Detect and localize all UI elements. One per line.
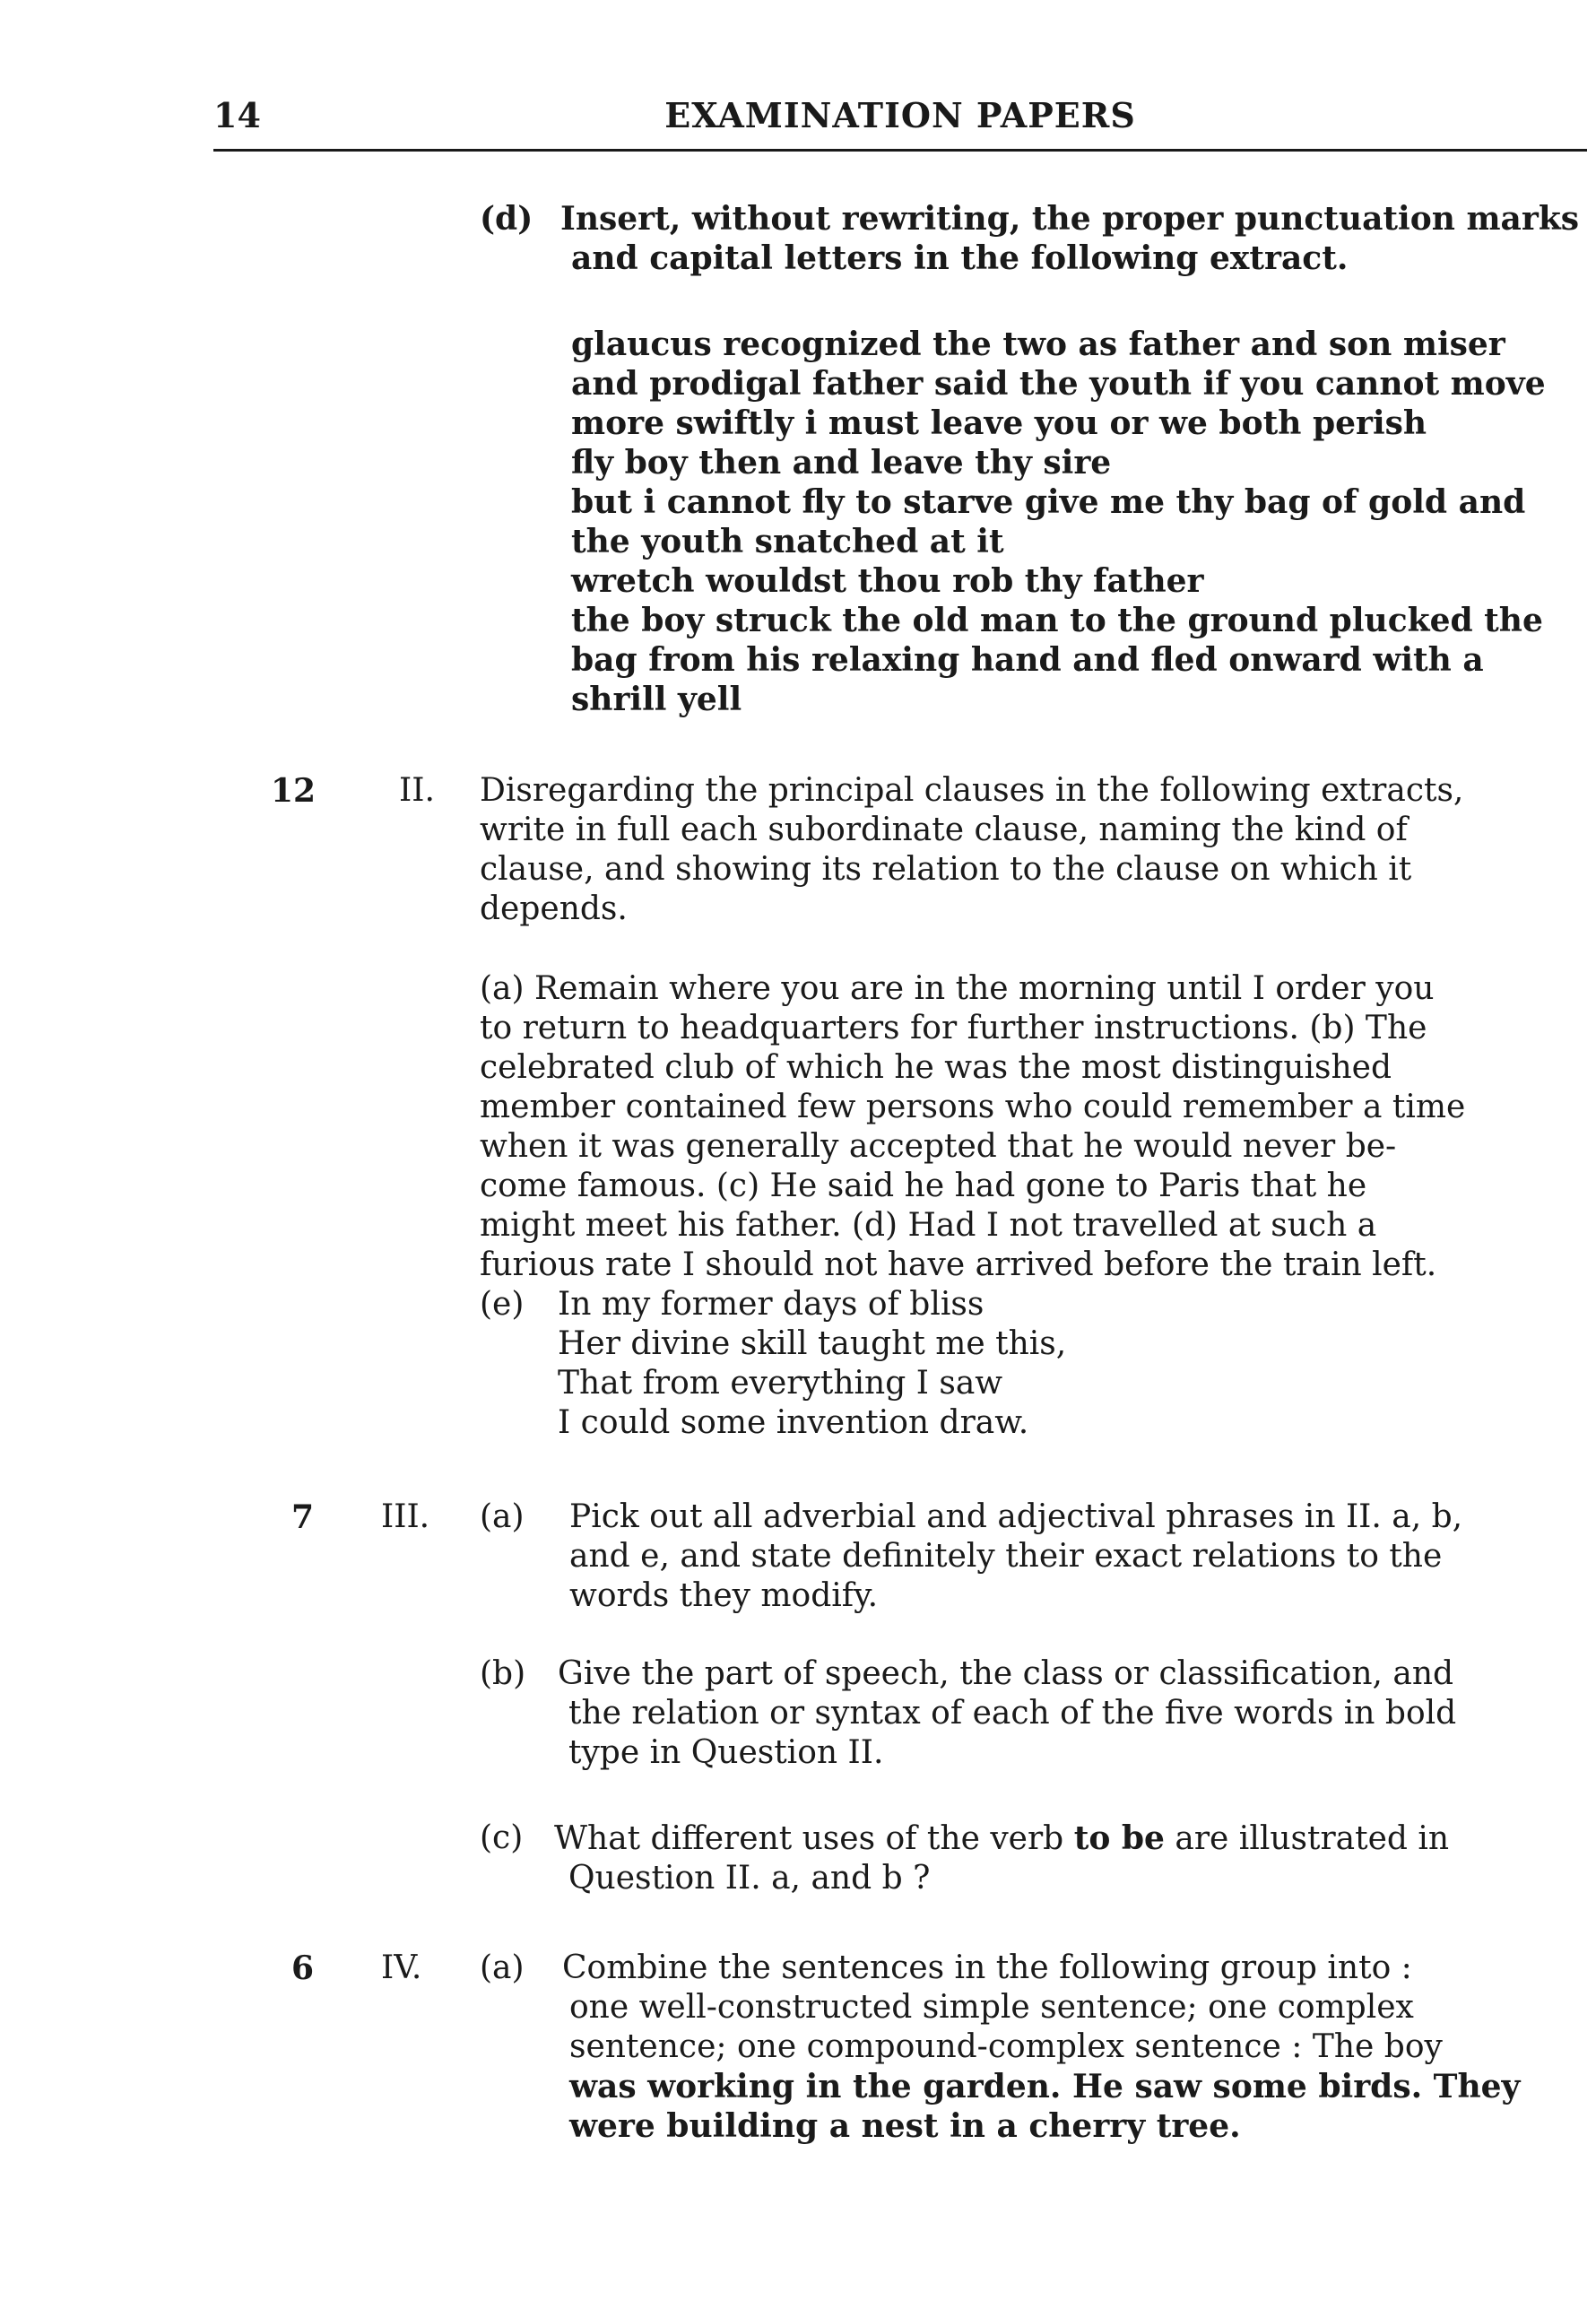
- q2-extract-line: come famous. (c) He said he had gone to Paris that he: [480, 1168, 1367, 1204]
- q3-numeral: III.: [381, 1498, 430, 1535]
- q3-a-line: words they modify.: [569, 1577, 879, 1614]
- q2-numeral: II.: [399, 772, 435, 809]
- q2-instruction-line: write in full each subordinate clause, naming the kind of: [480, 812, 1408, 848]
- q3-b-line: Give the part of speech, the class or classification, and: [558, 1655, 1454, 1692]
- extract-line: the boy struck the old man to the ground plucked the: [571, 602, 1543, 639]
- q3-b-text: [558, 1654, 1584, 1773]
- header-rule: [213, 149, 1587, 152]
- part-d-instruction-line: and capital letters in the following extract.: [571, 239, 1349, 277]
- poem-line: That from everything I saw: [558, 1365, 1003, 1402]
- punctuation-extract: [571, 325, 1584, 719]
- q2-extract-line: when it was generally accepted that he would never be-: [480, 1128, 1397, 1165]
- q4-a-line: was working in the garden. He saw some birds. They: [569, 2068, 1521, 2105]
- q4-a-line: were building a nest in a cherry tree.: [569, 2107, 1241, 2145]
- q2-instruction-line: clause, and showing its relation to the clause on which it: [480, 851, 1412, 888]
- q3-b-line: the relation or syntax of each of the five words in bold: [568, 1695, 1457, 1732]
- q4-a-line: Combine the sentences in the following group into :: [562, 1949, 1412, 1986]
- poem-line: I could some invention draw.: [558, 1404, 1029, 1441]
- q2-extracts: [480, 969, 1583, 1285]
- q3-c-label: (c): [480, 1819, 524, 1856]
- part-d-instruction-line: Insert, without rewriting, the proper punctuation marks: [560, 200, 1580, 238]
- extract-line: bag from his relaxing hand and fled onward with a: [571, 641, 1484, 679]
- extract-line: but i cannot fly to starve give me thy bag of gold and: [571, 483, 1526, 521]
- q2-extract-line: (a) Remain where you are in the morning until I order you: [480, 970, 1435, 1007]
- extract-line: glaucus recognized the two as father and son miser: [571, 326, 1505, 363]
- extract-line: shrill yell: [571, 681, 742, 718]
- q3-a-label: (a): [480, 1498, 525, 1535]
- q3-c-text-after: are illustrated in: [1164, 1820, 1450, 1857]
- extract-line: wretch wouldst thou rob thy father: [571, 562, 1204, 600]
- q3-c-bold-term: to be: [1073, 1819, 1165, 1857]
- q4-a-line: one well-constructed simple sentence; one complex: [569, 1989, 1414, 2026]
- part-d-instruction: [560, 199, 1583, 278]
- q2-extract-line: might meet his father. (d) Had I not travelled at such a: [480, 1207, 1377, 1244]
- q2-marks: 12: [271, 772, 317, 810]
- q3-c-line: Question II. a, and b ?: [568, 1860, 931, 1897]
- q3-marks: 7: [291, 1498, 315, 1536]
- q2-instruction-line: Disregarding the principal clauses in the following extracts,: [480, 772, 1464, 809]
- extract-line: more swiftly i must leave you or we both perish: [571, 404, 1427, 442]
- q4-a-line: sentence; one compound-complex sentence : The boy: [569, 2028, 1443, 2065]
- q2-extract-line: furious rate I should not have arrived before the train left.: [480, 1246, 1437, 1283]
- q3-c-line: [554, 1819, 1585, 1859]
- page-header: [213, 90, 1587, 152]
- q4-marks: 6: [291, 1949, 315, 1987]
- extract-line: and prodigal father said the youth if you cannot move: [571, 365, 1546, 403]
- q3-a-text: [569, 1498, 1583, 1616]
- q4-a-label: (a): [480, 1949, 525, 1986]
- extract-line: fly boy then and leave thy sire: [571, 444, 1112, 482]
- q2-poem-label: (e): [480, 1286, 525, 1323]
- q3-c-text: [554, 1819, 1585, 1898]
- q4-numeral: IV.: [381, 1949, 422, 1986]
- poem-line: Her divine skill taught me this,: [558, 1325, 1067, 1362]
- q3-c-text-before: What different uses of the verb: [554, 1820, 1074, 1857]
- poem-line: In my former days of bliss: [558, 1286, 984, 1323]
- q2-extract-line: member contained few persons who could remember a time: [480, 1089, 1466, 1125]
- q2-poem: [558, 1285, 1454, 1443]
- q2-instruction-line: depends.: [480, 890, 628, 927]
- q3-b-label: (b): [480, 1655, 526, 1692]
- q2-extract-line: celebrated club of which he was the most distinguished: [480, 1049, 1392, 1086]
- part-d-label: (d): [480, 200, 533, 238]
- page-number: 14: [213, 95, 261, 135]
- q3-a-line: Pick out all adverbial and adjectival phrases in II. a, b,: [569, 1498, 1463, 1535]
- q2-instruction: [480, 771, 1583, 929]
- q2-extract-line: to return to headquarters for further instructions. (b) The: [480, 1010, 1427, 1046]
- q4-a-text: [562, 1949, 1584, 2146]
- q3-a-line: and e, and state definitely their exact relations to the: [569, 1538, 1443, 1575]
- running-title: EXAMINATION PAPERS: [664, 95, 1136, 135]
- extract-line: the youth snatched at it: [571, 523, 1004, 560]
- q3-b-line: type in Question II.: [568, 1734, 884, 1771]
